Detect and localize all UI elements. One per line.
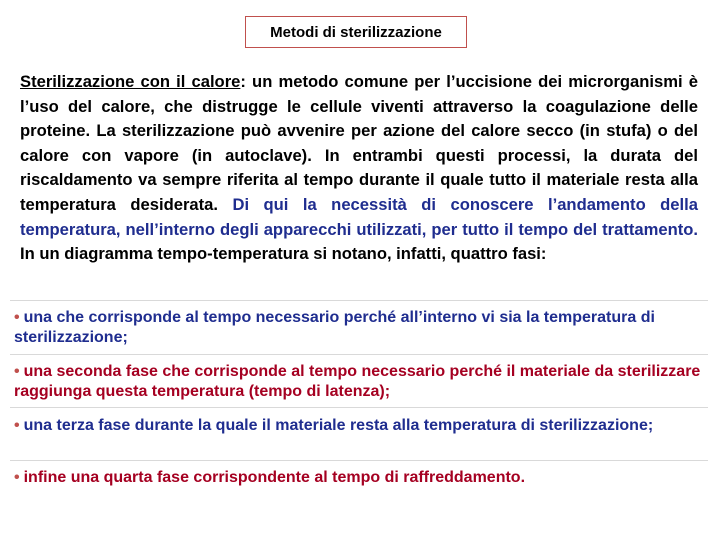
bullet-item: [14, 358, 704, 402]
bullet-text: una terza fase durante la quale il materiale resta alla temperatura di sterilizzazione;: [23, 417, 654, 434]
paragraph-highlight: Di qui la necessità di conoscere l’andamento della temperatura, nell’interno degli apparecchi utilizzati, per tutto il tempo del trattamento.: [20, 194, 698, 239]
paragraph-tail: In un diagramma tempo-temperatura si notano, infatti, quattro fasi:: [20, 244, 547, 264]
slide-title: [245, 16, 467, 48]
bullet-text: infine una quarta fase corrispondente al tempo di raffreddamento.: [23, 469, 526, 486]
bullet-item: [14, 464, 704, 488]
slide-title-text: Metodi di sterilizzazione: [270, 23, 442, 41]
bullet-text: una che corrisponde al tempo necessario perché all’interno vi sia la temperatura di sterilizzazione;: [14, 309, 655, 346]
divider: [10, 460, 708, 461]
bullet-marker: •: [14, 363, 20, 380]
paragraph-body: : un metodo comune per l’uccisione dei microrganismi è l’uso del calore, che distrugge le cellule viventi attraverso la coagulazione delle proteine. La sterilizzazione può avvenire per azione del calore secco (in stufa) o del calore con vapore (in autoclave). In entrambi questi processi, la durata del riscaldamento va sempre riferita al tempo durante il quale tutto il materiale resta alla temperatura desiderata.: [20, 72, 698, 214]
bullet-marker: •: [14, 469, 20, 486]
divider: [10, 407, 708, 408]
bullet-marker: •: [14, 309, 20, 326]
divider: [10, 354, 708, 355]
intro-paragraph: [20, 70, 698, 267]
bullet-item: [14, 304, 704, 348]
bullet-text: una seconda fase che corrisponde al tempo necessario perché il materiale da sterilizzare raggiunga questa temperatura (tempo di latenza);: [14, 363, 701, 400]
paragraph-heading: Sterilizzazione con il calore: [20, 72, 241, 91]
divider: [10, 300, 708, 301]
bullet-marker: •: [14, 417, 20, 434]
bullet-item: [14, 412, 704, 436]
